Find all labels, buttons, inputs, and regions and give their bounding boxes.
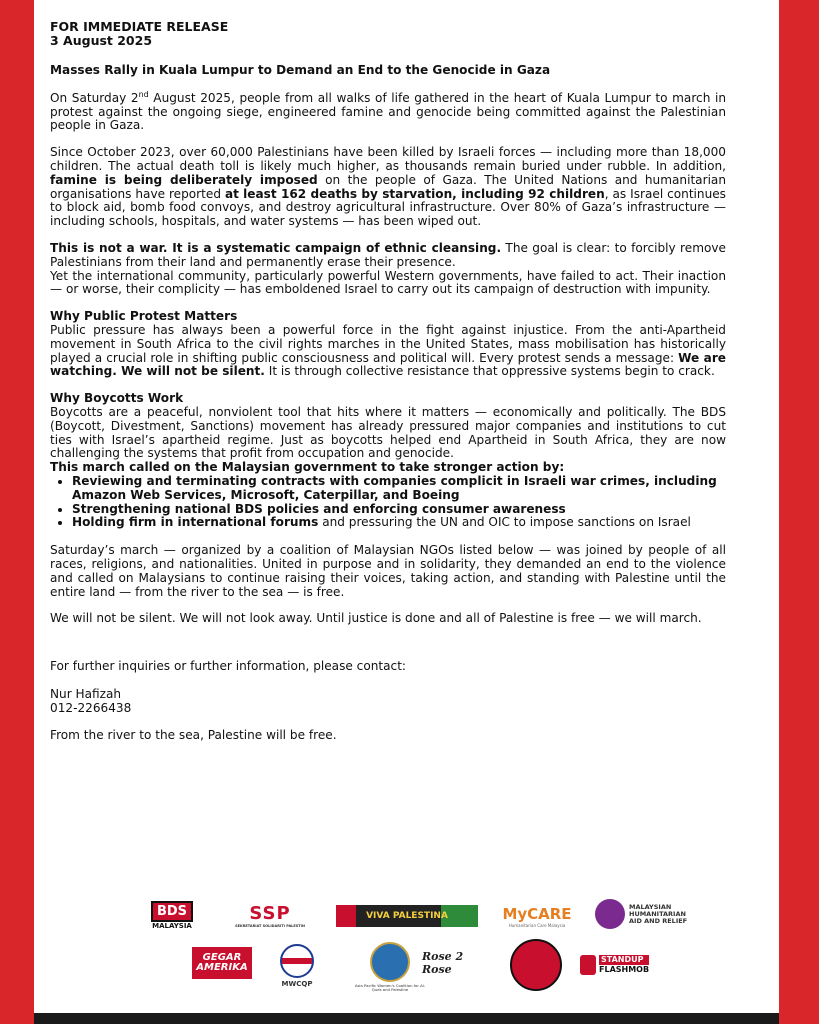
apwc-emblem-icon — [370, 942, 410, 982]
closing-slogan: From the river to the sea, Palestine will be free. — [50, 728, 337, 743]
press-release-body — [50, 20, 726, 743]
paragraph-international: Yet the international community, particularly powerful Western governments, have failed to act. Their inaction — or worse, their complicity — has emboldened Israel to carry out its campaign of destruction with impunity. — [50, 268, 726, 297]
red-circle-seal-logo — [510, 939, 562, 991]
contact-phone: 012-2266438 — [50, 700, 132, 715]
mycare-logo: MyCARE Humanitarian Care Malaysia — [502, 904, 572, 928]
heading-protest: Why Public Protest Matters — [50, 309, 238, 324]
list-item: • Strengthening national BDS policies and enforcing consumer awareness — [72, 503, 726, 517]
coalition-logos — [34, 885, 779, 1010]
rose2rose-logo: Rose 2 Rose — [422, 950, 464, 976]
mwcqp-logo: MWCQP — [272, 939, 322, 993]
call-to-action: This march called on the Malaysian government to take stronger action by: — [50, 460, 565, 475]
paragraph-ethnic-cleansing: This is not a war. It is a systematic campaign of ethnic cleansing. The goal is clear: to forcibly remove Palestinians from their land and permanently erase their presence. — [50, 240, 726, 269]
apwc-logo: Asia Pacific Women's Coalition for Al-Quds and Palestine — [350, 939, 430, 995]
release-date: 3 August 2025 — [50, 33, 153, 48]
paragraph-death-toll: Since October 2023, over 60,000 Palestinians have been killed by Israeli forces — including more than 18,000 children. The actual death toll is likely much higher, as thousands remain buried under rubble. In addition, famine is being deliberately imposed on the people of Gaza. The United Nations and humanitarian organisations have reported at least 162 deaths by starvation, including 92 children, as Israel continues to block aid, bomb food convoys, and destroy agricultural infrastructure. Over 80% of Gaza’s infrastructure — including schools, hospitals, and water systems — has been wiped out. — [50, 145, 727, 229]
document-title: Masses Rally in Kuala Lumpur to Demand an End to the Genocide in Gaza — [50, 63, 551, 77]
paragraph-protest: Public pressure has always been a powerful force in the fight against injustice. From the anti-Apartheid movement in South Africa to the civil rights marches in the United States, mass mobilisation has historically played a crucial role in shifting public consciousness and political will. Every protest sends a message: We are watching. We will not be silent. It is through collective resistance that oppressive systems begin to crack. — [50, 322, 726, 379]
standup-flashmob-logo: STANDUP FLASHMOB — [580, 949, 660, 981]
gegar-amerika-logo: GEGAR AMERIKA — [192, 947, 252, 979]
contact-name: Nur Hafizah — [50, 686, 122, 701]
contact-block — [50, 660, 726, 743]
list-item: • Holding firm in international forums and pressuring the UN and OIC to impose sanctions on Israel — [72, 516, 726, 530]
paragraph-march: Saturday’s march — organized by a coalition of Malaysian NGOs listed below — was joined by people of all races, religions, and nationalities. United in purpose and in solidarity, they demanded an end to the violence and called on Malaysians to continue raising their voices, taking action, and standing with Palestine until the entire land — from the river to the sea — is free. — [50, 543, 726, 599]
paragraph-boycotts: Boycotts are a peaceful, nonviolent tool that hits where it matters — economically and politically. The BDS (Boycott, Divestment, Sanctions) movement has already pressured major companies and institutions to cut ties with Israel’s apartheid regime. Just as boycotts helped end Apartheid in South Africa, they are now challenging the systems that profit from occupation and genocide. — [50, 404, 726, 461]
fist-icon — [580, 955, 596, 975]
mwcqp-emblem-icon — [280, 944, 314, 978]
heading-boycotts: Why Boycotts Work — [50, 391, 184, 406]
viva-palestina-logo: VIVA PALESTINA — [336, 905, 478, 927]
bds-malaysia-logo: BDS MALAYSIA — [144, 893, 200, 937]
paragraph-closing: We will not be silent. We will not look away. Until justice is done and all of Palestine is free — we will march. — [50, 611, 702, 626]
bottom-bar — [34, 1013, 779, 1024]
paragraph-intro: On Saturday 2nd August 2025, people from all walks of life gathered in the heart of Kuala Lumpur to march in protest against the ongoing siege, engineered famine and genocide being committed against the Palestinian people in Gaza. — [50, 89, 726, 133]
list-item: • Reviewing and terminating contracts with companies complicit in Israeli war crimes, including Amazon Web Services, Microsoft, Caterpillar, and Boeing — [72, 475, 726, 503]
ssp-logo: SSP SEKRETARIAT SOLIDARITI PALESTIN — [235, 902, 305, 928]
release-label: FOR IMMEDIATE RELEASE — [50, 19, 229, 34]
mhaab-logo: MALAYSIAN HUMANITARIAN AID AND RELIEF — [595, 897, 695, 931]
contact-intro: For further inquiries or further information, please contact: — [50, 659, 407, 674]
mhaab-emblem-icon — [595, 899, 625, 929]
demands-list — [50, 475, 726, 530]
